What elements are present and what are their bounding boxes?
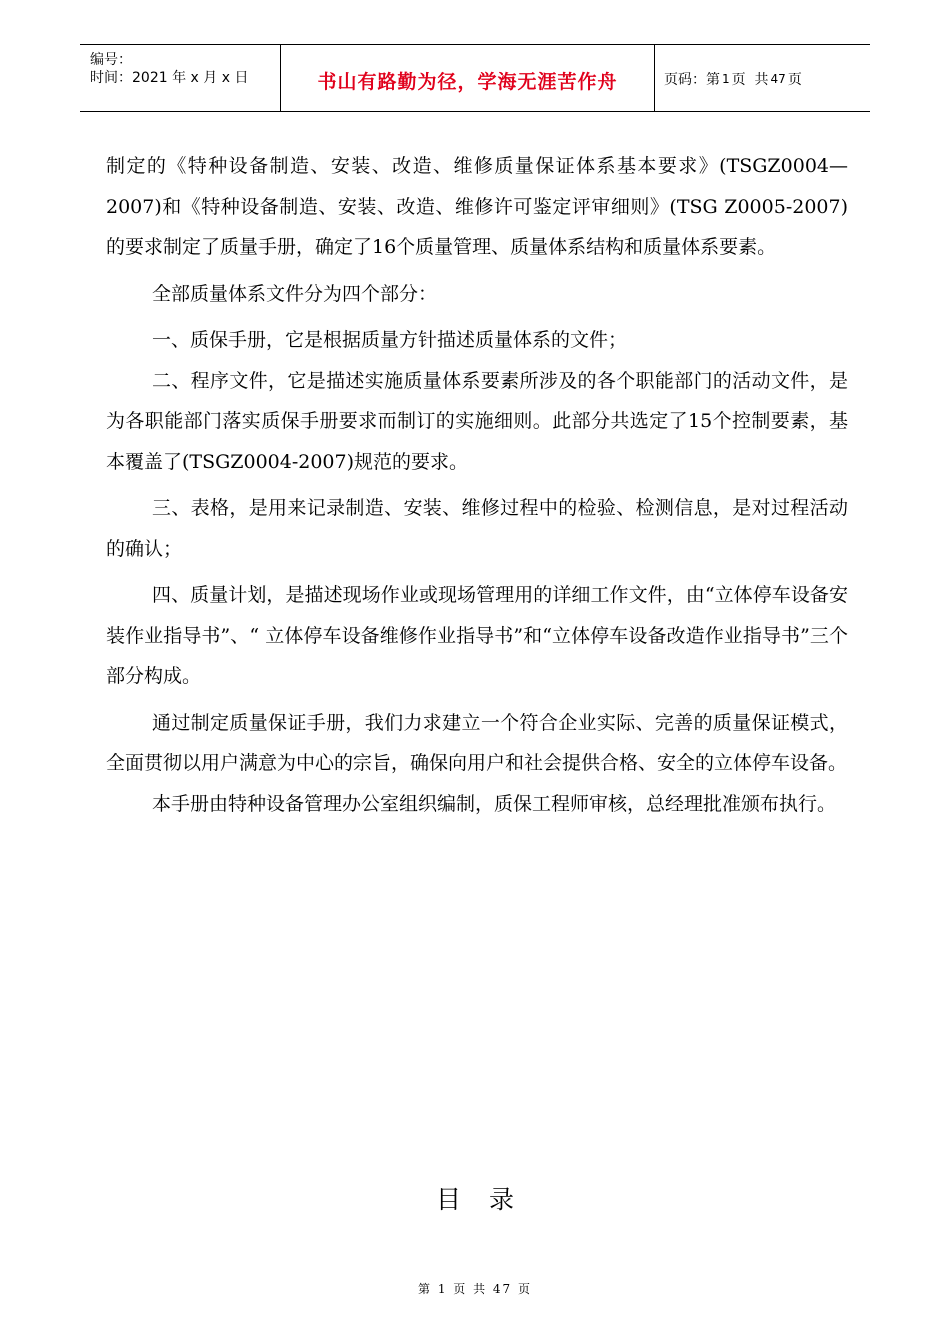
body-paragraph-7: 通过制定质量保证手册，我们力求建立一个符合企业实际、完善的质量保证模式，全面贯彻以用户满意为中心的宗旨，确保向用户和社会提供合格、安全的立体停车设备。	[106, 711, 848, 774]
page-suffix: 页	[787, 72, 802, 88]
document-body	[106, 146, 848, 824]
page-prefix: 页码：第	[664, 72, 720, 88]
body-paragraph-4: 二、程序文件，它是描述实施质量体系要素所涉及的各个职能部门的活动文件，是为各职能部门落实质保手册要求而制订的实施细则。此部分共选定了15个控制要素，基本覆盖了(TSGZ0004-2007)规范的要求。	[106, 369, 848, 473]
body-paragraph-1: 制定的《特种设备制造、安装、改造、维修质量保证体系基本要求》(TSGZ0004—2007)和《特种设备制造、安装、改造、维修许可鉴定评审细则》(TSG Z0005-2007)的要求制定了质量手册，确定了16个质量管理、质量体系结构和质量体系要素。	[106, 155, 848, 258]
page-footer: 第 1 页 共 47 页	[418, 1282, 532, 1296]
page-current-number: 1	[722, 72, 730, 86]
header-page-info	[655, 45, 870, 111]
page-total-number: 47	[770, 72, 786, 86]
body-paragraph-2: 全部质量体系文件分为四个部分：	[152, 282, 438, 305]
body-paragraph-3: 一、质保手册，它是根据质量方针描述质量体系的文件；	[152, 329, 628, 351]
body-paragraph-5: 三、表格，是用来记录制造、安装、维修过程中的检验、检测信息，是对过程活动的确认；	[106, 497, 848, 560]
header-motto: 书山有路勤为径，学海无涯苦作舟	[317, 70, 618, 93]
document-time-label: 时间：2021 年 x 月 x 日	[90, 70, 249, 86]
header-motto-cell	[281, 45, 655, 111]
body-paragraph-8: 本手册由特种设备管理办公室组织编制，质保工程师审核，总经理批准颁布执行。	[152, 792, 837, 815]
toc-heading: 目录	[435, 1185, 542, 1214]
document-code-label: 编号：	[90, 52, 132, 68]
page-header	[80, 44, 870, 112]
body-paragraph-6: 四、质量计划，是描述现场作业或现场管理用的详细工作文件，由“立体停车设备安装作业指导书”、“ 立体停车设备维修作业指导书”和“立体停车设备改造作业指导书”三个部分构成。	[106, 584, 848, 687]
page-mid: 页 共	[731, 72, 769, 88]
header-meta	[80, 45, 281, 111]
